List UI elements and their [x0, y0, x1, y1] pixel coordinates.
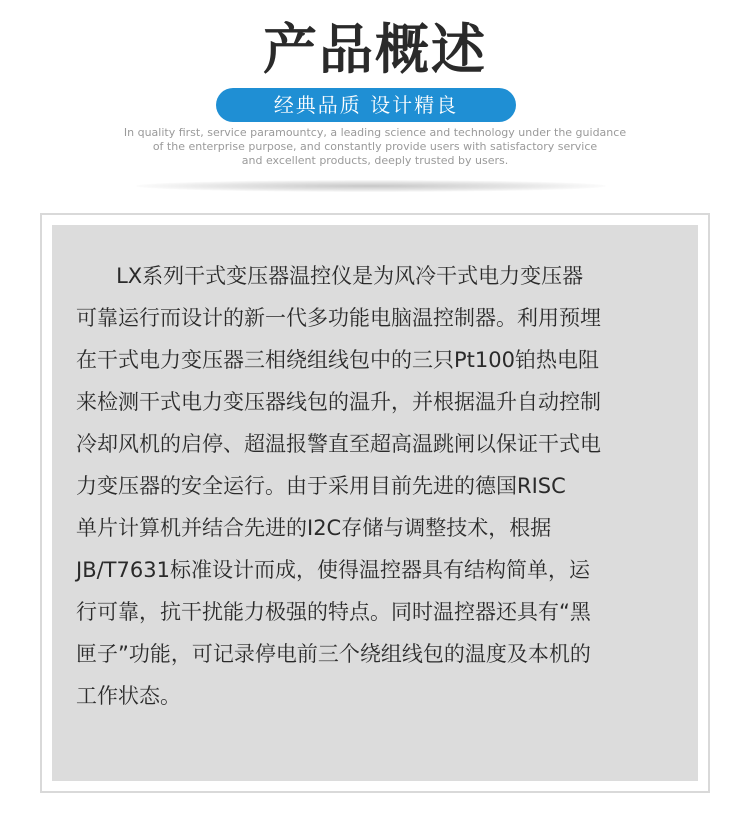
page-title: 产品概述	[263, 17, 487, 81]
content-box	[52, 225, 698, 781]
english-description: In quality first, service paramountcy, a leading science and technology under the guidance of the enterprise purpose, and constantly provide users with satisfactory service and excellent products, deeply trusted by users.	[123, 126, 627, 167]
header-shadow-divider	[136, 180, 606, 192]
content-frame	[40, 213, 710, 793]
subtitle-pill: 经典品质 设计精良	[216, 88, 516, 122]
product-description: LX系列干式变压器温控仪是为风冷干式电力变压器 可靠运行而设计的新一代多功能电脑温控制器。利用预埋 在干式电力变压器三相绕组线包中的三只Pt100铂热电阻 来检测干式电力变压器线包的温升，并根据温升自动控制 冷却风机的启停、超温报警直至超高温跳闸以保证干式电 力变压器的安全运行。由于采用目前先进的德国RISC 单片计算机并结合先进的I2C存储与调整技术，根据 JB/T7631标准设计而成，使得温控器具有结构简单，运 行可靠，抗干扰能力极强的特点。同时温控器还具有“黑 匣子”功能，可记录停电前三个绕组线包的温度及本机的 工作状态。	[76, 264, 601, 708]
header	[0, 0, 750, 200]
